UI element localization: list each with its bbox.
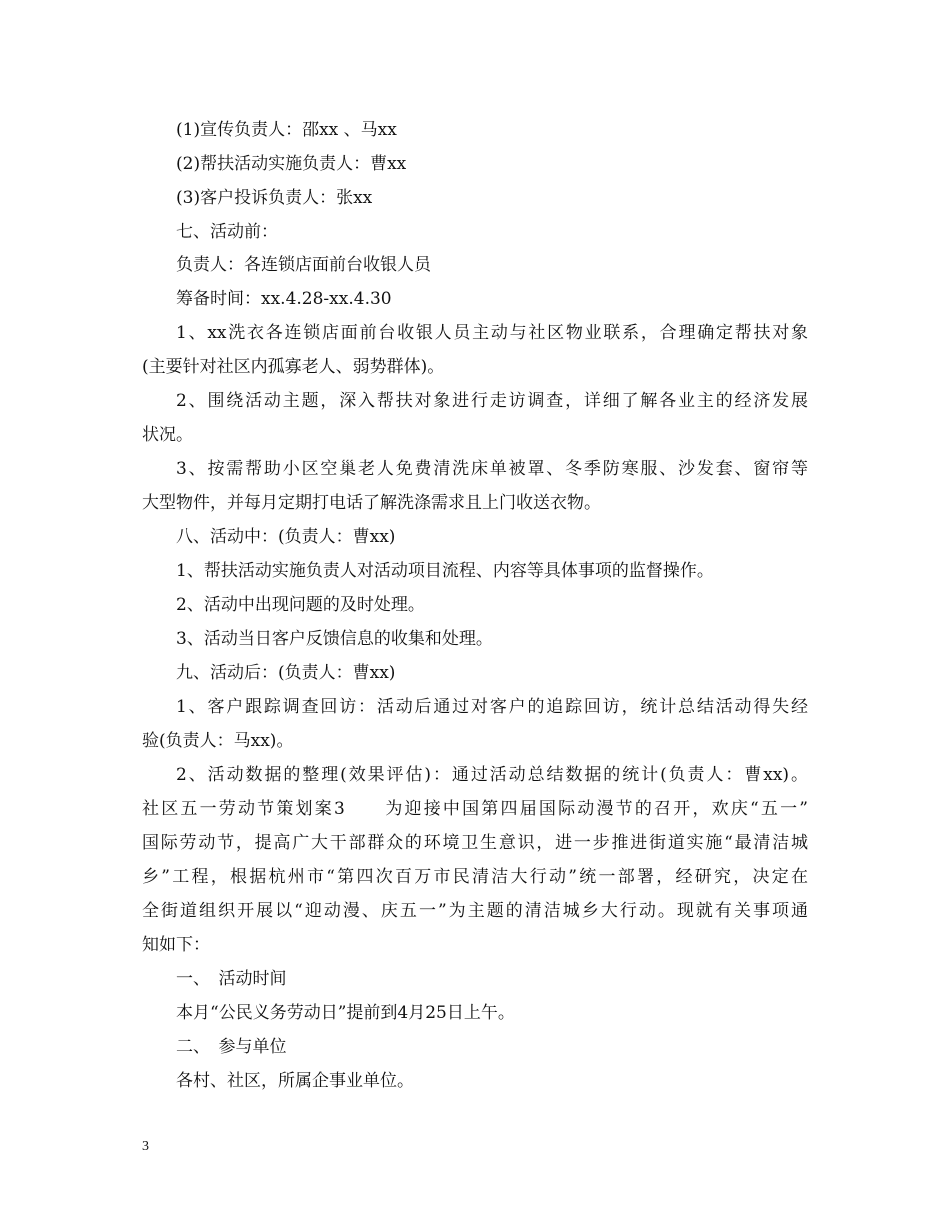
text-line: 1、帮扶活动实施负责人对活动项目流程、内容等具体事项的监督操作。 bbox=[176, 561, 714, 581]
text-line: 1、客户跟踪调查回访：活动后通过对客户的追踪回访，统计总结活动得失经 bbox=[176, 697, 808, 717]
text-line: 验(负责人：马xx)。 bbox=[142, 731, 294, 751]
text-line: 2、活动中出现问题的及时处理。 bbox=[176, 595, 425, 615]
text-line: 大型物件，并每月定期打电话了解洗涤需求且上门收送衣物。 bbox=[142, 493, 601, 513]
section-heading: 八、活动中：(负责人：曹xx) bbox=[176, 527, 396, 547]
text-line: 乡”工程，根据杭州市“第四次百万市民清洁大行动”统一部署，经研究，决定在 bbox=[142, 867, 808, 887]
section-heading: 七、活动前： bbox=[176, 222, 278, 242]
text-line: 2、围绕活动主题，深入帮扶对象进行走访调查，详细了解各业主的经济发展 bbox=[176, 391, 808, 411]
text-line: 国际劳动节，提高广大干部群众的环境卫生意识，进一步推进街道实施“最清洁城 bbox=[142, 833, 808, 853]
text-line: (3)客户投诉负责人：张xx bbox=[176, 188, 373, 208]
text-line: 1、xx洗衣各连锁店面前台收银人员主动与社区物业联系，合理确定帮扶对象 bbox=[176, 323, 808, 343]
text-line: (主要针对社区内孤寡老人、弱势群体)。 bbox=[142, 357, 445, 377]
text-line: 状况。 bbox=[142, 425, 193, 445]
text-line: 筹备时间：xx.4.28-xx.4.30 bbox=[176, 289, 392, 309]
text-line: 负责人：各连锁店面前台收银人员 bbox=[176, 255, 431, 275]
section-heading: 二、 参与单位 bbox=[176, 1037, 287, 1057]
page-number: 3 bbox=[142, 1139, 149, 1154]
section-heading: 一、 活动时间 bbox=[176, 969, 287, 989]
text-line: 各村、社区，所属企事业单位。 bbox=[176, 1071, 414, 1091]
text-line: 3、按需帮助小区空巢老人免费清洗床单被罩、冬季防寒服、沙发套、窗帘等 bbox=[176, 459, 808, 479]
text-line: 全街道组织开展以“迎动漫、庆五一”为主题的清洁城乡大行动。现就有关事项通 bbox=[142, 901, 808, 921]
text-line: 3、活动当日客户反馈信息的收集和处理。 bbox=[176, 629, 493, 649]
text-line: (2)帮扶活动实施负责人：曹xx bbox=[176, 154, 407, 174]
text-line: 2、活动数据的整理(效果评估)：通过活动总结数据的统计(负责人：曹xx)。 bbox=[176, 765, 808, 785]
text-line: 本月“公民义务劳动日”提前到4月25日上午。 bbox=[176, 1003, 515, 1023]
section-heading: 九、活动后：(负责人：曹xx) bbox=[176, 663, 396, 683]
text-line: (1)宣传负责人：邵xx 、马xx bbox=[176, 120, 397, 140]
text-line: 社区五一劳动节策划案3 为迎接中国第四届国际动漫节的召开，欢庆“五一” bbox=[142, 799, 808, 819]
text-line: 知如下： bbox=[142, 935, 210, 955]
